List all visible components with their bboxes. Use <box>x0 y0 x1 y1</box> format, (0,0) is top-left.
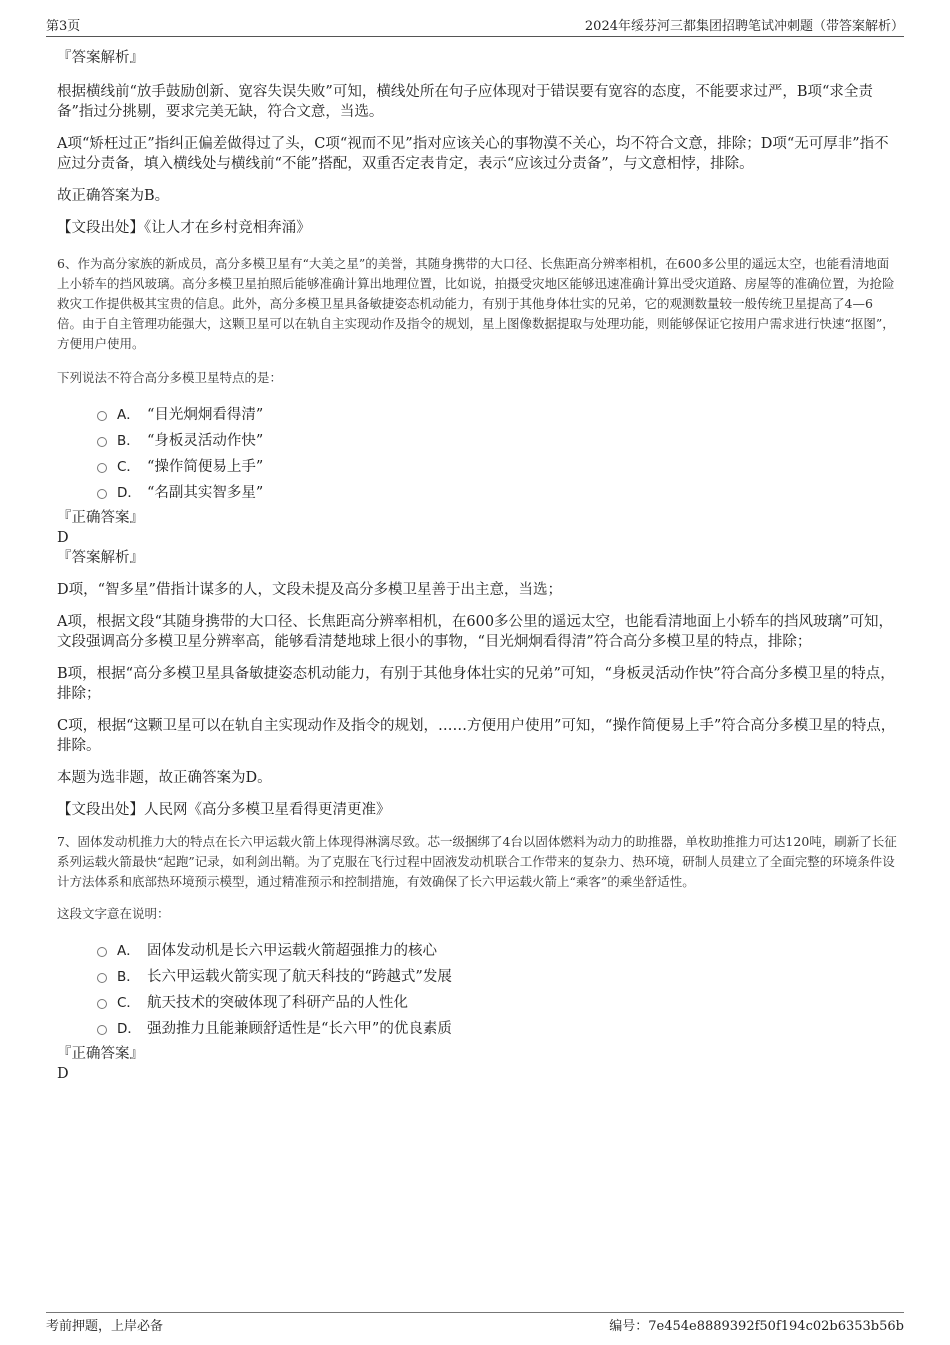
radio-icon[interactable] <box>97 1025 107 1035</box>
option-text: 强劲推力且能兼顾舒适性是“长六甲”的优良素质 <box>147 1020 452 1037</box>
option-letter: D． <box>117 1021 141 1037</box>
option-d[interactable] <box>97 1014 897 1040</box>
option-letter: C． <box>117 995 140 1011</box>
radio-icon[interactable] <box>97 489 107 499</box>
analysis-paragraph: B项，根据“高分多模卫星具备敏捷姿态机动能力，有别于其他身体壮实的兄弟”可知，“身板灵活动作快”符合高分多模卫星的特点，排除； <box>57 666 895 702</box>
answer-label: 『正确答案』 <box>57 1046 144 1062</box>
option-c[interactable] <box>97 988 897 1014</box>
answer-label: 『正确答案』 <box>57 510 144 526</box>
radio-icon[interactable] <box>97 999 107 1009</box>
analysis-paragraph: 根据横线前“放手鼓励创新、宽容失误失败”可知，横线处所在句子应体现对于错误要有宽容的态度，不能要求过严，B项“求全责备”指过分挑剔，要求完美无缺，符合文意，当选。 <box>57 84 873 120</box>
option-text: 航天技术的突破体现了科研产品的人性化 <box>147 994 408 1011</box>
option-letter: C． <box>117 459 140 475</box>
question-prompt: 这段文字意在说明： <box>57 906 170 921</box>
document-title: 2024年绥芬河三都集团招聘笔试冲刺题（带答案解析） <box>584 19 904 34</box>
option-letter: B． <box>117 433 140 449</box>
question-stem: 6、作为高分家族的新成员，高分多模卫星有“大美之星”的美誉，其随身携带的大口径、长焦距高分辨率相机，在600多公里的遥远太空，也能看清地面上小轿车的挡风玻璃。高分多模卫星拍照后能够准确计算出地理位置，比如说，拍摄受灾地区能够迅速准确计算出受灾道路、房屋等的准确位置，为抢险救灾工作提供极其宝贵的信息。此外，高分多模卫星具备敏捷姿态机动能力，有别于其他身体壮实的兄弟，它的观测数量较一般传统卫星提高了4—6倍。由于自主管理功能强大，这颗卫星可以在轨自主实现动作及指令的规划，星上图像数据提取与处理功能，则能够保证它按用户需求进行快速“抠图”，方便用户使用。 <box>57 256 895 351</box>
option-letter: D． <box>117 485 141 501</box>
option-b[interactable] <box>97 962 897 988</box>
option-letter: B． <box>117 969 140 985</box>
radio-icon[interactable] <box>97 947 107 957</box>
option-text: 长六甲运载火箭实现了航天科技的“跨越式”发展 <box>147 968 452 985</box>
page-footer <box>46 1312 904 1334</box>
option-list <box>57 936 897 1040</box>
source-line: 【文段出处】《让人才在乡村竞相奔涌》 <box>57 220 311 236</box>
option-letter: A． <box>117 407 140 423</box>
option-text: “名副其实智多星” <box>147 484 264 501</box>
option-text: “目光炯炯看得清” <box>147 406 264 423</box>
page-header <box>46 14 904 37</box>
document-code: 编号：7e454e8889392f50f194c02b6353b56b <box>609 1319 904 1334</box>
footer-slogan: 考前押题，上岸必备 <box>46 1319 164 1334</box>
option-a[interactable] <box>97 936 897 962</box>
option-a[interactable] <box>97 400 897 426</box>
page-number: 第3页 <box>46 19 81 34</box>
option-d[interactable] <box>97 478 897 504</box>
answer-value: D <box>57 530 69 546</box>
analysis-label: 『答案解析』 <box>57 550 144 566</box>
question-prompt: 下列说法不符合高分多模卫星特点的是： <box>57 370 283 385</box>
analysis-label: 『答案解析』 <box>57 50 144 66</box>
question-stem: 7、固体发动机推力大的特点在长六甲运载火箭上体现得淋漓尽致。芯一级捆绑了4台以固体燃料为动力的助推器，单枚助推推力可达120吨，刷新了长征系列运载火箭最快“起跑”记录，如利剑出鞘。为了克服在飞行过程中固液发动机联合工作带来的复杂力、热环境，研制人员建立了全面完整的环境条件设计方法体系和底部热环境预示模型，通过精准预示和控制措施，有效确保了长六甲运载火箭上“乘客”的乘坐舒适性。 <box>57 834 897 889</box>
analysis-paragraph: 故正确答案为B。 <box>57 188 170 204</box>
radio-icon[interactable] <box>97 411 107 421</box>
option-b[interactable] <box>97 426 897 452</box>
option-text: 固体发动机是长六甲运载火箭超强推力的核心 <box>147 942 437 959</box>
analysis-paragraph: D项，“智多星”借指计谋多的人，文段未提及高分多模卫星善于出主意，当选； <box>57 582 562 598</box>
analysis-paragraph: A项“矫枉过正”指纠正偏差做得过了头，C项“视而不见”指对应该关心的事物漠不关心，均不符合文意，排除；D项“无可厚非”指不应过分责备，填入横线处与横线前“不能”搭配，双重否定表肯定，表示“应该过分责备”，与文意相悖，排除。 <box>57 136 889 172</box>
option-list <box>57 400 897 504</box>
analysis-paragraph: C项，根据“这颗卫星可以在轨自主实现动作及指令的规划，……方便用户使用”可知，“操作简便易上手”符合高分多模卫星的特点，排除。 <box>57 718 896 754</box>
option-text: “身板灵活动作快” <box>147 432 264 449</box>
analysis-paragraph: 本题为选非题，故正确答案为D。 <box>57 770 272 786</box>
option-letter: A． <box>117 943 140 959</box>
radio-icon[interactable] <box>97 463 107 473</box>
source-line: 【文段出处】人民网《高分多模卫星看得更清更准》 <box>57 802 391 818</box>
answer-value: D <box>57 1066 69 1082</box>
option-c[interactable] <box>97 452 897 478</box>
option-text: “操作简便易上手” <box>147 458 264 475</box>
document-body <box>57 48 897 1084</box>
radio-icon[interactable] <box>97 973 107 983</box>
radio-icon[interactable] <box>97 437 107 447</box>
analysis-paragraph: A项，根据文段“其随身携带的大口径、长焦距高分辨率相机，在600多公里的遥远太空，也能看清地面上小轿车的挡风玻璃”可知，文段强调高分多模卫星分辨率高，能够看清楚地球上很小的事物，“目光炯炯看得清”符合高分多模卫星的特点，排除； <box>57 614 893 650</box>
